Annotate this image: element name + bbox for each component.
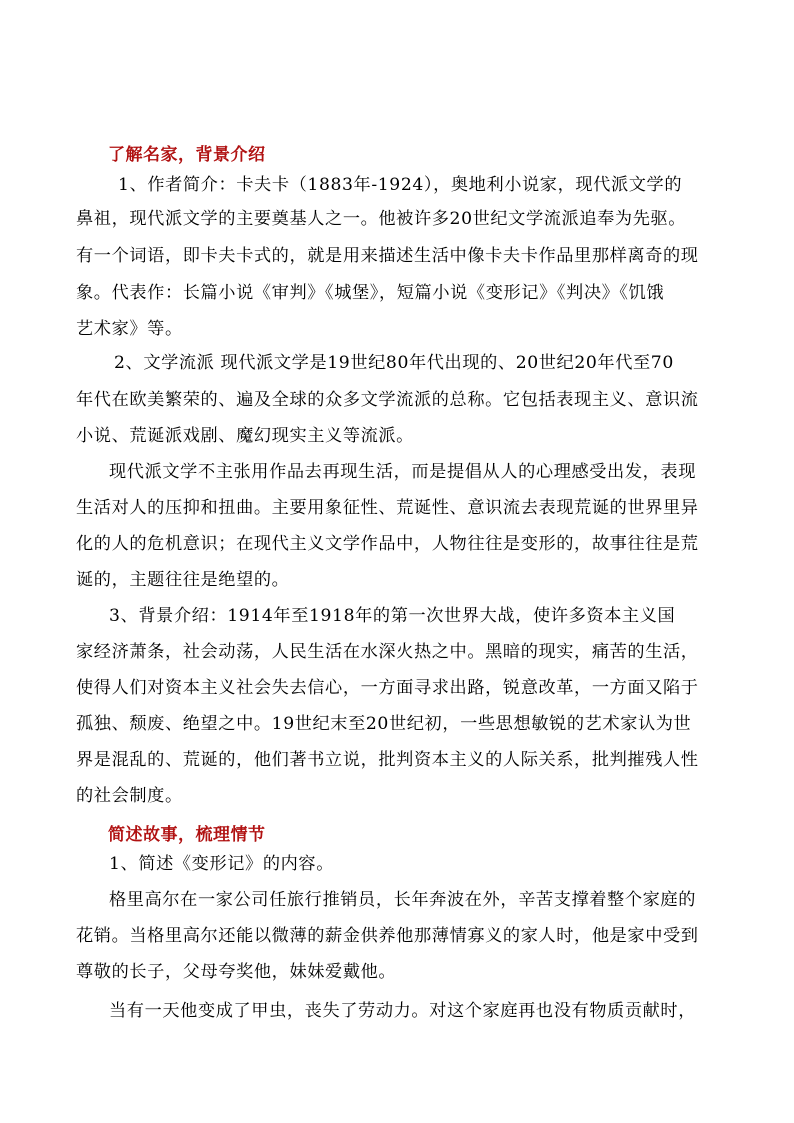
story-line-3: 尊敬的长子，父母夸奖他，妹妹爱戴他。 [76, 962, 397, 982]
question-line: 1、简述《变形记》的内容。 [109, 854, 334, 874]
story-line-2: 花销。当格里高尔还能以微薄的薪金供养他那薄情寡义的家人时，他是家中受到 [76, 926, 699, 946]
background-line-2: 家经济萧条，社会动荡，人民生活在水深火热之中。黑暗的现实，痛苦的生活， [76, 642, 699, 662]
author-intro-line-2: 鼻祖，现代派文学的主要奠基人之一。他被许多20世纪文学流派追奉为先驱。 [76, 209, 687, 229]
literary-school-line-2: 年代在欧美繁荣的、遍及全球的众多文学流派的总称。它包括表现主义、意识流 [76, 390, 699, 410]
author-intro-line-3: 有一个词语，即卡夫卡式的，就是用来描述生活中像卡夫卡作品里那样离奇的现 [76, 246, 699, 266]
modernism-line-2: 生活对人的压抑和扭曲。主要用象征性、荒诞性、意识流去表现荒诞的世界里异 [76, 498, 699, 518]
section-heading-background: 了解名家，背景介绍 [108, 145, 266, 165]
background-line-6: 的社会制度。 [76, 786, 183, 806]
background-line-3: 使得人们对资本主义社会失去信心，一方面寻求出路，锐意改革，一方面又陷于 [76, 678, 699, 698]
literary-school-line-3: 小说、荒诞派戏剧、魔幻现实主义等流派。 [76, 426, 414, 446]
literary-school-line-1: 2、文学流派 现代派文学是19世纪80年代出现的、20世纪20年代至70 [114, 353, 674, 373]
author-intro-line-5: 艺术家》等。 [76, 319, 183, 339]
background-line-5: 界是混乱的、荒诞的，他们著书立说，批判资本主义的人际关系，批判摧残人性 [76, 750, 699, 770]
modernism-line-4: 诞的，主题往往是绝望的。 [76, 570, 290, 590]
background-line-4: 孤独、颓废、绝望之中。19世纪末至20世纪初，一些思想敏锐的艺术家认为世 [76, 714, 692, 734]
story-line-1: 格里高尔在一家公司任旅行推销员，长年奔波在外，辛苦支撑着整个家庭的 [109, 890, 696, 910]
background-line-1: 3、背景介绍：1914年至1918年的第一次世界大战，使许多资本主义国 [109, 606, 676, 626]
section-heading-story: 简述故事，梳理情节 [108, 825, 266, 845]
modernism-line-1: 现代派文学不主张用作品去再现生活，而是提倡从人的心理感受出发，表现 [109, 462, 696, 482]
modernism-line-3: 化的人的危机意识；在现代主义文学作品中，人物往往是变形的，故事往往是荒 [76, 534, 699, 554]
author-intro-line-1: 1、作者简介：卡夫卡（1883年-1924），奥地利小说家，现代派文学的 [118, 175, 683, 195]
author-intro-line-4: 象。代表作：长篇小说《审判》《城堡》，短篇小说《变形记》《判决》《饥饿 [76, 283, 665, 303]
story-line-4: 当有一天他变成了甲虫，丧失了劳动力。对这个家庭再也没有物质贡献时， [109, 1001, 696, 1021]
